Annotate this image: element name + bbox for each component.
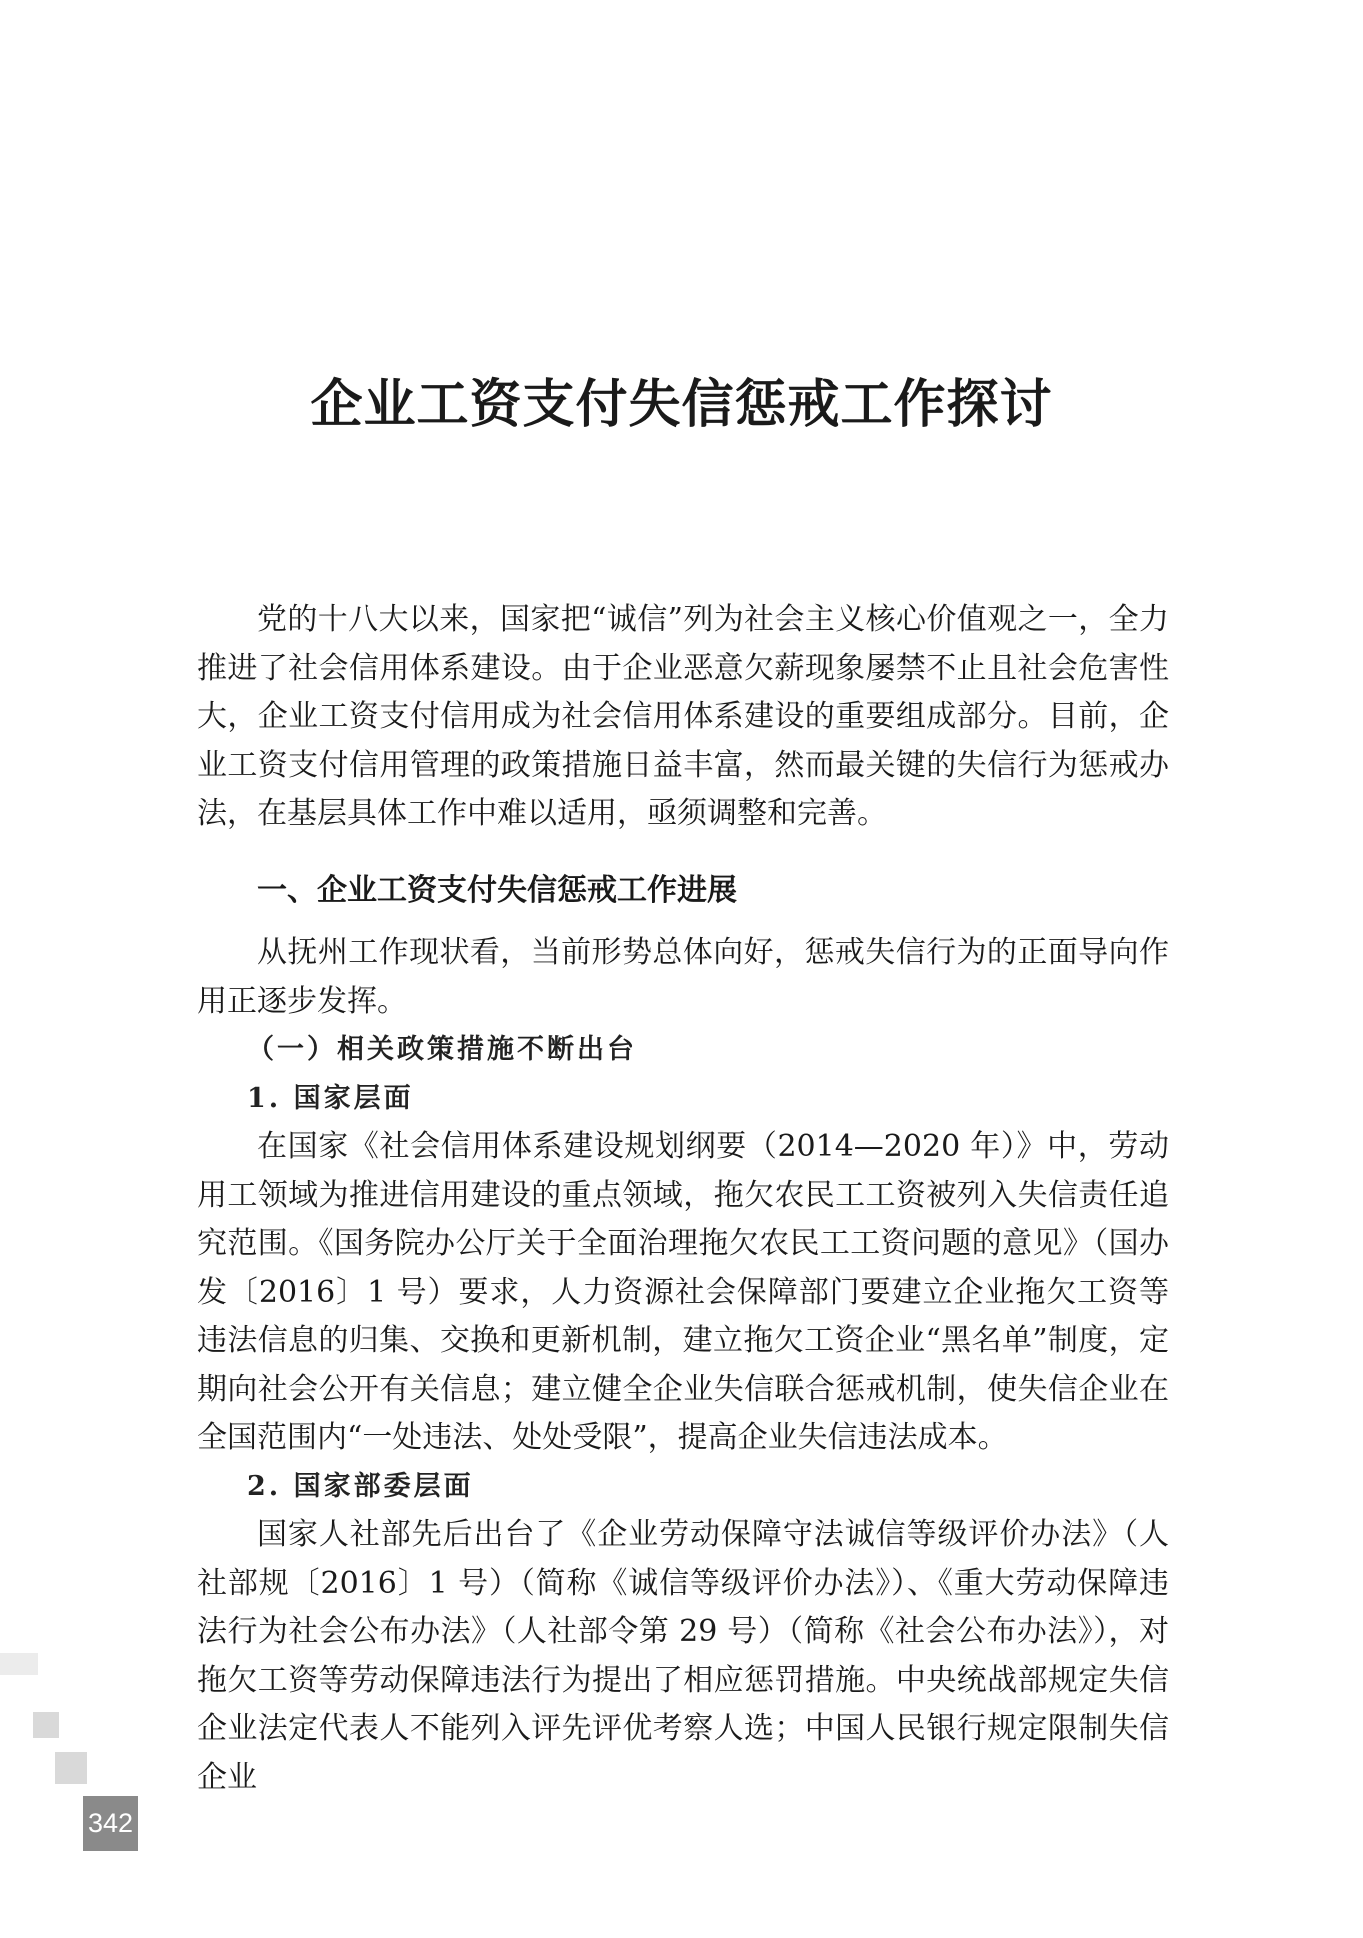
section-heading: 一、企业工资支付失信惩戒工作进展 [257, 872, 737, 908]
decorative-square [55, 1752, 87, 1784]
article-body [197, 596, 1169, 1802]
national-level-paragraph: 在国家《社会信用体系建设规划纲要（2014—2020 年）》中，劳动用工领域为推进信用建设的重点领域，拖欠农民工工资被列入失信责任追究范围。《国务院办公厅关于全面治理拖欠农民工工资问题的意见》（国办发〔2016〕1 号）要求，人力资源社会保障部门要建立企业拖欠工资等违法信息的归集、交换和更新机制，建立拖欠工资企业“黑名单”制度，定期向社会公开有关信息；建立健全企业失信联合惩戒机制，使失信企业在全国范围内“一处违法、处处受限”，提高企业失信违法成本。 [197, 1129, 1169, 1455]
page-number: 342 [83, 1796, 138, 1851]
decorative-square [33, 1712, 59, 1738]
section-intro-paragraph: 从抚州工作现状看，当前形势总体向好，惩戒失信行为的正面导向作用正逐步发挥。 [197, 935, 1169, 1019]
subsubsection-heading-national: 1. 国家层面 [247, 1082, 414, 1114]
intro-paragraph: 党的十八大以来，国家把“诚信”列为社会主义核心价值观之一，全力推进了社会信用体系建设。由于企业恶意欠薪现象屡禁不止且社会危害性大，企业工资支付信用成为社会信用体系建设的重要组成部分。目前，企业工资支付信用管理的政策措施日益丰富，然而最关键的失信行为惩戒办法，在基层具体工作中难以适用，亟须调整和完善。 [197, 602, 1169, 831]
ministry-level-paragraph: 国家人社部先后出台了《企业劳动保障守法诚信等级评价办法》（人社部规〔2016〕1 号）（简称《诚信等级评价办法》）、《重大劳动保障违法行为社会公布办法》（人社部令第 29 号）（简称《社会公布办法》），对拖欠工资等劳动保障违法行为提出了相应惩罚措施。中央统战部规定失信企业法定代表人不能列入评先评优考察人选；中国人民银行规定限制失信企业 [197, 1517, 1169, 1795]
decorative-square [0, 1653, 38, 1675]
subsubsection-heading-ministry: 2. 国家部委层面 [247, 1470, 474, 1502]
subsection-heading: （一）相关政策措施不断出台 [247, 1034, 637, 1065]
article-title: 企业工资支付失信惩戒工作探讨 [310, 375, 1053, 435]
